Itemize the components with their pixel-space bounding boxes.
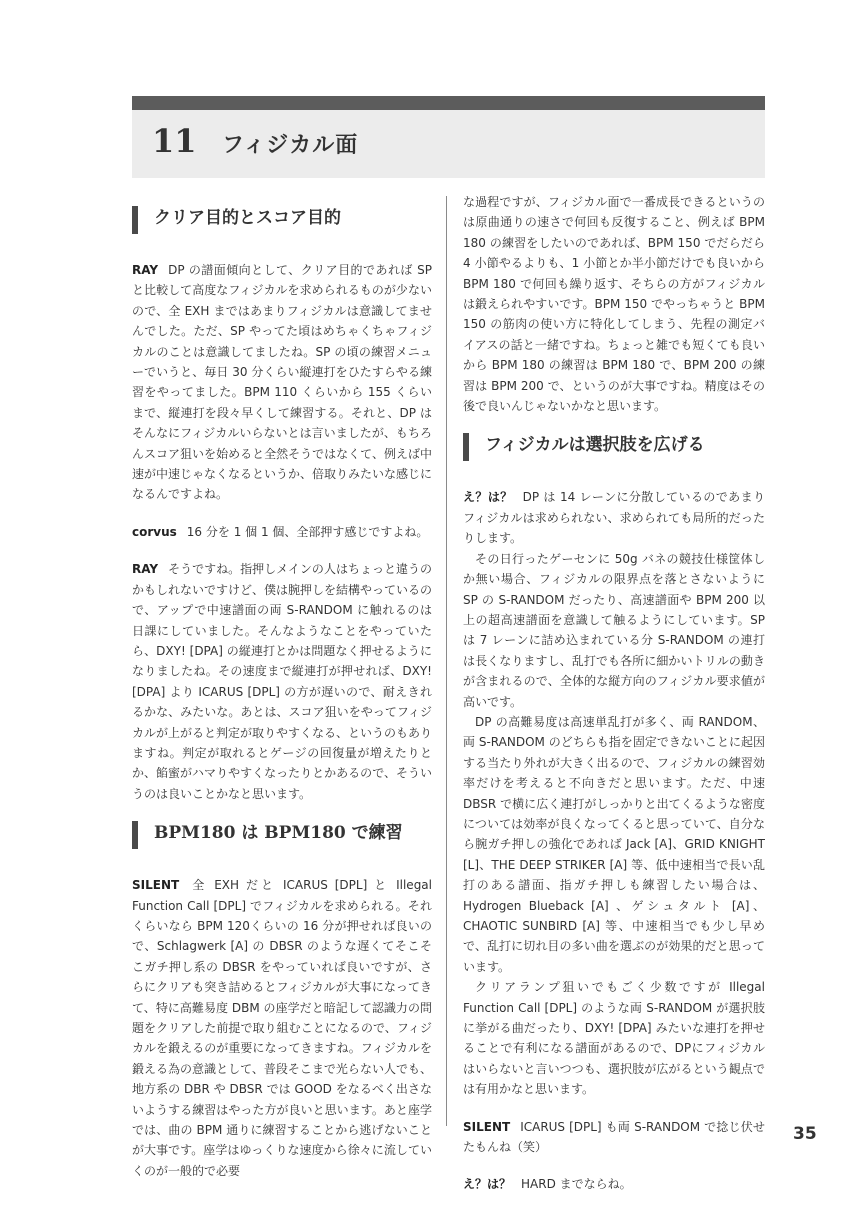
paragraph: [463, 487, 765, 548]
speaker-name: RAY: [132, 562, 159, 577]
paragraph: クリアランプ狙いでもごく少数ですが Illegal Function Call [DPL] のような両 S-RANDOM が選択肢に挙がる曲だったり、DXY! [DPA] みたいな連打を押せることで有利になる譜面があるので、DPにフィジカルはいらないと言いつつも、選択肢が広がるという観点では有用かなと思います。: [463, 980, 765, 1097]
paragraph-text: DP は 14 レーンに分散しているのであまりフィジカルは求められない、求められても局所的だったりします。: [463, 490, 765, 546]
paragraph-text: ICARUS [DPL] も両 S-RANDOM で捻じ伏せたもんね（笑）: [463, 1119, 765, 1155]
right-column: [463, 192, 765, 1212]
chapter-heading: [132, 110, 765, 178]
speaker-name: え？は？: [463, 1177, 512, 1192]
speaker-name: SILENT: [132, 878, 180, 893]
section-marker: [132, 821, 138, 849]
paragraph: [463, 1117, 765, 1158]
section-heading: [463, 433, 765, 461]
paragraph: [132, 559, 432, 804]
speaker-name: RAY: [132, 263, 159, 277]
paragraph-text: な過程ですが、フィジカル面で一番成長できるというのは原曲通りの速さで何回も反復すること、例えば BPM 180 の練習をしたいのであれば、BPM 150 でだらだら 4 小節やるよりも、1 小節とか半小節だけでも良いから BPM 180 で何回も繰り返す、そちらの方がフィジカルは鍛えられやすいです。BPM 150 でやっちゃうと BPM 150 の筋肉の使い方に特化してしまう、先程の測定バイアスの話と一緒ですね。ちょっと雑でも短くても良いから BPM 180 の練習は BPM 180 で、BPM 200 の練習は BPM 200 で、というのが大事ですね。精度はその後で良いんじゃないかなと思います。: [463, 195, 765, 414]
speaker-name: SILENT: [463, 1119, 511, 1134]
section-heading: [132, 821, 432, 849]
column-divider: [446, 196, 447, 1126]
paragraph-text: HARD までならね。: [521, 1177, 632, 1192]
page-number: 35: [793, 1124, 817, 1144]
paragraph: [132, 522, 432, 542]
paragraph: DP の高難易度は高速単乱打が多く、両 RANDOM、両 S-RANDOM のどちらも指を固定できないことに起因する当たり外れが大きく出るので、フィジカルの練習効率だけを考えると不向きだと思います。ただ、中速 DBSR で横に広く連打がしっかりと出てくるような密度については効率が良くなってくると思っていて、自分なら腕ガチ押しの強化であれば Jack [A]、GRID KNIGHT [L]、THE DEEP STRIKER [A] 等、低中速相当で長い乱打のある譜面、指ガチ押しも練習したい場合は、Hydrogen Blueback [A] 、ゲシュタルト [A]、CHAOTIC SUNBIRD [A] 等、中速相当でも少し早めで、乱打に切れ目の多い曲を選ぶのが効果的だと思っています。: [463, 714, 765, 974]
section-title: BPM180 は BPM180 で練習: [154, 823, 403, 844]
paragraph-text: そうですね。指押しメインの人はちょっと違うのかもしれないですけど、僕は腕押しを結構やっているので、アップで中速譜面の両 S-RANDOM に触れるのは日課にしていました。そんなようなことをやっていたら、DXY! [DPA] の縦連打とかは問題なく押せるようになりましたね。その速度まで縦連打が押せれば、DXY! [DPA] より ICARUS [DPL] の方が遅いので、耐えきれるかな、みたいな。あとは、スコア狙いをやってフィジカルが上がると判定が取りやすくなる、というのもありますね。判定が取れるとゲージの回復量が増えたりとか、餡蜜がハマりやすくなったりとかあるので、そういうのは良いことかなと思います。: [132, 562, 433, 801]
left-column: [132, 192, 432, 1181]
paragraph: [463, 192, 765, 416]
paragraph: その日行ったゲーセンに 50g バネの競技仕様筐体しか無い場合、フィジカルの限界点を落とさないように SP の S-RANDOM だったり、高速譜面や BPM 200 以上の超高速譜面を意識して触るようにしています。SP は 7 レーンに詰め込まれている分 S-RANDOM の連打は長くなりますし、乱打でも各所に細かいトリルの動きが含まれるので、全体的な縦方向のフィジカル要求値が高いです。: [463, 551, 765, 709]
section-heading: [132, 206, 432, 234]
section-marker: [463, 433, 469, 461]
speaker-name: え？は？: [463, 490, 513, 505]
paragraph: [132, 875, 432, 1181]
paragraph-text: 16 分を 1 個 1 個、全部押す感じですよね。: [186, 524, 429, 539]
section-title: フィジカルは選択肢を広げる: [485, 435, 705, 456]
paragraph: [463, 1174, 765, 1194]
chapter-number: 11: [152, 122, 197, 160]
paragraph-text: DP の譜面傾向として、クリア目的であれば SP と比較して高度なフィジカルを求められるものが少ないので、全 EXH まではあまりフィジカルは意識してませんでした。ただ、SP やってた頃はめちゃくちゃフィジカルのことは意識してましたね。SP の頃の練習メニューでいうと、毎日 30 分くらい縦連打をひたすらやる練習をやってました。BPM 110 くらいから 155 くらいまで、縦連打を段々早くして練習する。それと、DP はそんなにフィジカルいらないとは言いましたが、もちろんスコア狙いを始めると全然そうではなくて、例えば中速が中速じゃなくなるというか、倍取りみたいな感じになるんですよね。: [132, 263, 433, 502]
paragraph: [132, 260, 432, 505]
header-bar: [132, 96, 765, 110]
paragraph-text: 全 EXH だと ICARUS [DPL] と Illegal Function Call [DPL] でフィジカルを求められる。それくらいなら BPM 120くらいの 16 分が押せれば良いので、Schlagwerk [A] の DBSR のような遅くてそこそこガチ押し系の DBSR をやっていれば良いですが、さらにクリアも突き詰めるとフィジカルが大事になってきて、特に高難易度 DBM の座学だと暗記して認識力の問題をクリアした前提で取り組むことになるので、フィジカルを鍛えるのが重要になってきますね。フィジカルを鍛える為の意識として、普段そこまで光らない人でも、地方系の DBR や DBSR では GOOD をなるべく出さないようする練習はやった方が良いと思います。あと座学では、曲の BPM 通りに練習することから逃げないことが大事です。座学はゆっくりな速度から徐々に流していくのが一般的で必要: [132, 878, 432, 1178]
speaker-name: corvus: [132, 524, 177, 539]
section-marker: [132, 206, 138, 234]
chapter-title: フィジカル面: [222, 132, 359, 158]
section-title: クリア目的とスコア目的: [154, 208, 341, 228]
